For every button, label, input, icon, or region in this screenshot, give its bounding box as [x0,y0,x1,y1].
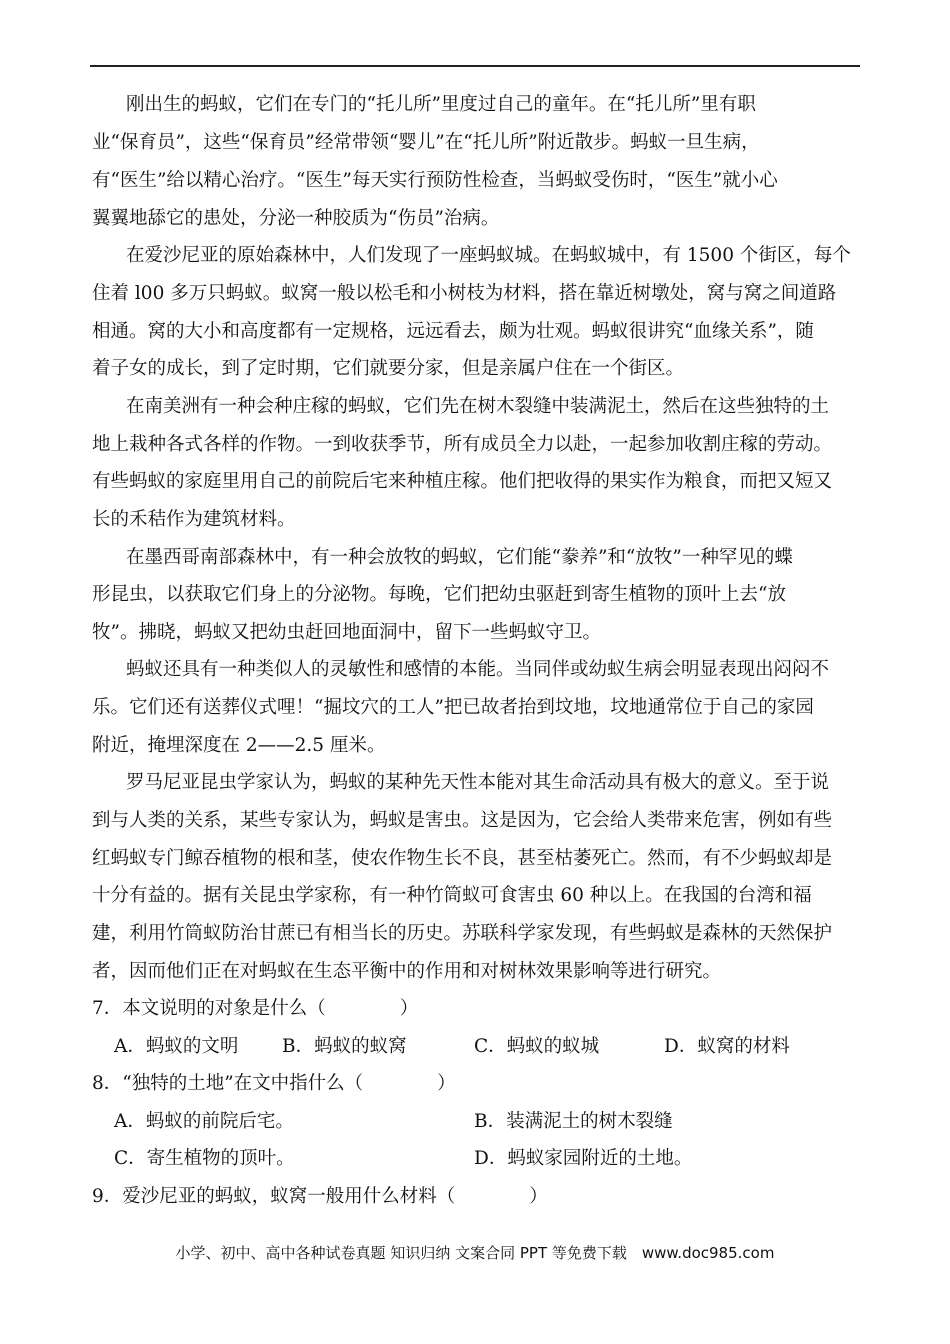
question-8-stem: 8．“独特的土地”在文中指什么（ ） [92,1073,456,1094]
passage-line: 相通。窝的大小和高度都有一定规格，远远看去，颇为壮观。蚂蚁很讲究“血缘关系”，随 [92,321,814,342]
passage-line: 有“医生”给以精心治疗。“医生”每天实行预防性检查，当蚂蚁受伤时，“医生”就小心 [92,170,778,191]
passage-line: 刚出生的蚂蚁，它们在专门的“托儿所”里度过自己的童年。在“托儿所”里有职 [126,94,756,115]
passage-line: 翼翼地舔它的患处，分泌一种胶质为“伤员”治病。 [92,208,500,229]
passage-line: 在南美洲有一种会种庄稼的蚂蚁，它们先在树木裂缝中装满泥土，然后在这些独特的土 [126,396,830,417]
passage-line: 住着 l00 多万只蚂蚁。蚁窝一般以松毛和小树枝为材料，搭在靠近树墩处，窝与窝之间道路 [92,283,837,304]
passage-line: 到与人类的关系，某些专家认为，蚂蚁是害虫。这是因为，它会给人类带来危害，例如有些 [92,810,833,831]
passage-line: 罗马尼亚昆虫学家认为，蚂蚁的某种先天性本能对其生命活动具有极大的意义。至于说 [126,772,830,793]
passage-line: 形昆虫，以获取它们身上的分泌物。每晚，它们把幼虫驱赶到寄生植物的顶叶上去“放 [92,584,786,605]
passage-line: 有些蚂蚁的家庭里用自己的前院后宅来种植庄稼。他们把收得的果实作为粮食，而把又短又 [92,471,833,492]
question-7-option-c[interactable]: C．蚂蚁的蚁城 [474,1036,600,1057]
question-7-option-b[interactable]: B．蚂蚁的蚁窝 [282,1036,407,1057]
passage-line: 在墨西哥南部森林中，有一种会放牧的蚂蚁，它们能“豢养”和“放牧”一种罕见的蝶 [126,547,793,568]
passage-line: 着子女的成长，到了定时期，它们就要分家，但是亲属户住在一个街区。 [92,358,685,379]
passage-line: 业“保育员”，这些“保育员”经常带领“婴儿”在“托儿所”附近散步。蚂蚁一旦生病， [92,132,760,153]
passage-line: 建，利用竹筒蚁防治甘蔗已有相当长的历史。苏联科学家发现，有些蚂蚁是森林的天然保护 [92,923,833,944]
passage-line: 在爱沙尼亚的原始森林中，人们发现了一座蚂蚁城。在蚂蚁城中，有 1500 个街区，每个 [126,245,851,266]
question-8-option-b[interactable]: B．装满泥土的树木裂缝 [474,1111,673,1132]
passage-line: 者，因而他们正在对蚂蚁在生态平衡中的作用和对树林效果影响等进行研究。 [92,961,722,982]
question-7-stem: 7．本文说明的对象是什么（ ） [92,998,419,1019]
passage-line: 蚂蚁还具有一种类似人的灵敏性和感情的本能。当同伴或幼蚁生病会明显表现出闷闷不 [126,659,830,680]
question-7-option-d[interactable]: D．蚁窝的材料 [664,1036,790,1057]
question-8-option-d[interactable]: D．蚂蚁家园附近的土地。 [474,1148,693,1169]
passage-line: 牧”。拂晓，蚂蚁又把幼虫赶回地面洞中，留下一些蚂蚁守卫。 [92,622,601,643]
passage-line: 红蚂蚁专门鲸吞植物的根和茎，使农作物生长不良，甚至枯萎死亡。然而，有不少蚂蚁却是 [92,848,833,869]
header-rule [90,65,860,67]
page-footer: 小学、初中、高中各种试卷真题 知识归纳 文案合同 PPT 等免费下载 www.doc985.com [175,1244,775,1262]
passage-line: 附近，掩埋深度在 2——2.5 厘米。 [92,735,386,756]
question-9-stem: 9．爱沙尼亚的蚂蚁，蚁窝一般用什么材料（ ） [92,1186,548,1207]
passage-line: 长的禾秸作为建筑材料。 [92,509,296,530]
passage-line: 十分有益的。据有关昆虫学家称，有一种竹筒蚁可食害虫 60 种以上。在我国的台湾和福 [92,885,812,906]
passage-line: 地上栽种各式各样的作物。一到收获季节，所有成员全力以赴，一起参加收割庄稼的劳动。 [92,434,833,455]
passage-line: 乐。它们还有送葬仪式哩！“掘坟穴的工人”把已故者抬到坟地，坟地通常位于自己的家园 [92,697,814,718]
question-8-option-a[interactable]: A．蚂蚁的前院后宅。 [114,1111,294,1132]
question-7-option-a[interactable]: A．蚂蚁的文明 [114,1036,239,1057]
question-8-option-c[interactable]: C．寄生植物的顶叶。 [114,1148,295,1169]
